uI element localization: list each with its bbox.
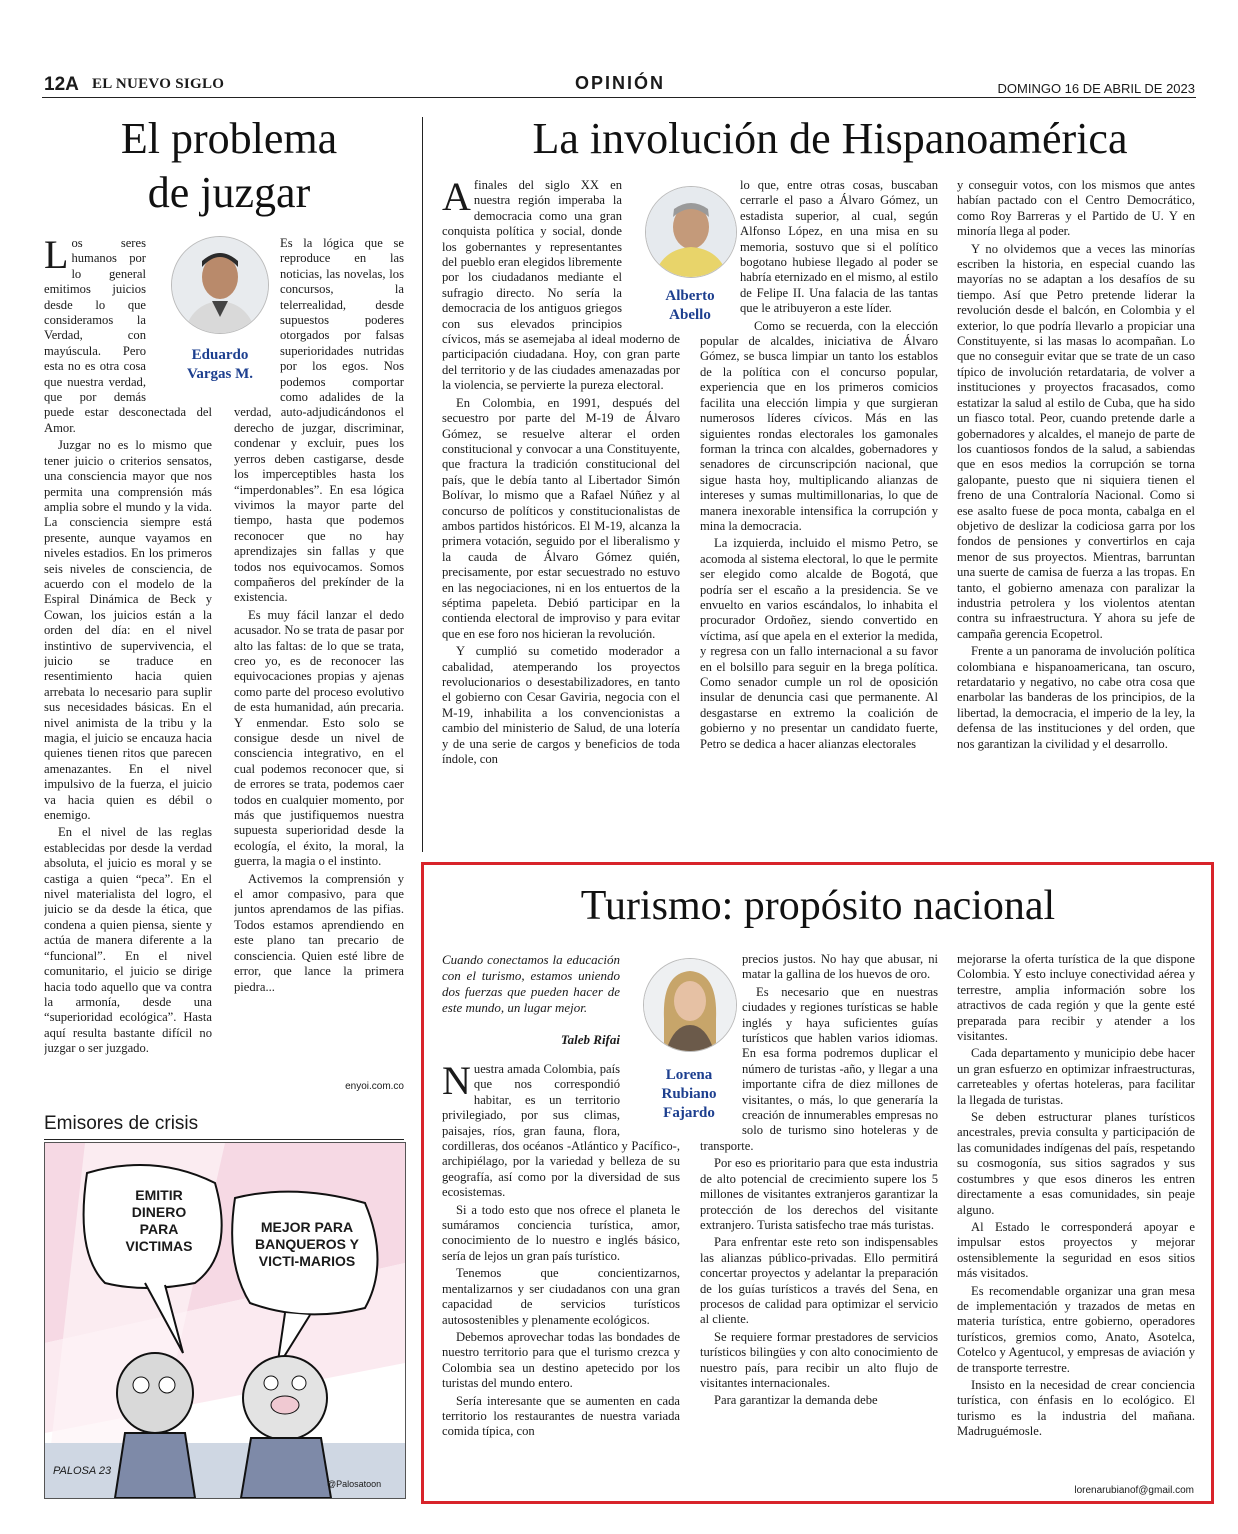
header-rule [42,97,1196,98]
paragraph: Se deben estructurar planes turísticos ancestrales, previa consulta y participación de las comunidades indígenas del país, respetando su cosmogonía, sus sitios sagrados y sus costumbres y que esos dineros les entren directamente a esas comunidades, sin peaje alguno. [957,1110,1195,1217]
paragraph: Sería interesante que se aumenten en cada territorio los restaurantes de nuestra variada comida típica, con [442,1393,680,1439]
cartoon-rule [44,1139,404,1140]
paragraph: lo que, entre otras cosas, buscaban cerrarle el paso a Álvaro Gómez, un estadista superior, al cual, según Alfonso López, en una misa en su memoria, sostuvo que si el político bogotano hubiese llegado al poder se habría eternizado en el mismo, al estilo de Felipe II. Una falacia de las tantas que le atribuyeron a este líder. [740,178,938,316]
paragraph: Cada departamento y municipio debe hacer un gran esfuerzo en optimizar infraestructuras, carreteables y ofertas hoteleras, para facilitar la llegada de turistas. [957,1046,1195,1107]
author-name-line: Rubiano [661,1086,717,1102]
article-title [44,112,414,220]
paragraph: Es la lógica que se reproduce en las noticias, las novelas, los concursos, la telerrealidad, desde supuestos poderes otorgados por falsas superioridades nutridas por los egos. Nos podemos comportar como adalides de la verdad, auto-adjudicándonos el derecho de juzgar, discriminar, condenar y excluir, pues los yerros deben castigarse, desde los imperceptibles hasta los “imperdonables”. En esa lógica vivimos la mayor parte del tiempo, hasta que podemos reconocer que no hay aprendizajes sin fallas y que todos nos equivocamos. Somos compañeros del prekínder de la existencia. [234,236,404,605]
paragraph: Y no olvidemos que a veces las minorías escriben la historia, en especial cuando las mayorías no se adaptan a los desafíos de su tiempo. Así que Petro pretende liderar la revolución desde el balcón, en Colombia y el exterior, lo que podría llevarlo a propiciar una Constituyente, si las masas lo acompañan. Lo que no conseguir evitar que se trate de un caso típico de involución retardataria, de volver a instituciones y proyectos fracasados, como estatizar la salud al estilo de Cuba, que ha sido un fiasco total. Peor, cuando pretende darle a gobernadores y alcaldes, el manejo de parte de los cuantiosos fondos de la salud, a sabiendas que en esos medios la corrupción se torna galopante, puesto que ni siquiera tienen el freno de una Contraloría Nacional. Como si ese asalto fuese de poca monta, cabalga en el objetivo de deslizar la codiciosa garra por los fondos de pensiones y convertirlos en caja menor de sus proyectos. Mientras, barruntan una suerte de camisa de fuerza a las tropas. En tanto, el gobierno amenaza con paralizar la industria petrolera y los violentos atentan contra su infraestructura. Y ahora su jefe de campaña gerencia Ecopetrol. [957,241,1195,641]
drop-cap: A [442,178,471,219]
cartoon-title: Emisores de crisis [44,1113,199,1134]
article-column [957,952,1195,1478]
page-number: 12A [44,74,79,95]
author-name-line: Alberto [665,288,715,304]
author-signature: enyoi.com.co [345,1081,404,1092]
paragraph: Juzgar no es lo mismo que tener juicio o criterios sensatos, una consciencia mayor que nos permita una comprensión más amplia sobre el mundo y la vida. La consciencia siempre está presente, aunque vayamos en niveles estadios. En los primeros seis niveles de consciencia, de acuerdo con el modelo de la Espiral Dinámica de Beck y Cowan, los juicios están a la orden del día: en el nivel instintivo de supervivencia, el juicio se traduce en resentimiento hacia quien arrebata lo necesario para suplir sus necesidades básicas. En el nivel animista de la tribu y la magia, el juicio se encauza hacia quienes tienen ritos que parecen amenazantes. En el nivel impulsivo de la fuerza, el juicio va hacia quien es débil o enemigo. [44,438,212,823]
author-signature: lorenarubianof@gmail.com [1074,1485,1194,1496]
paragraph: Para enfrentar este reto son indispensables las alianzas público-privadas. Ello permitirá concertar proyectos y adelantar la preparación de los guías turísticos a través del Sena, en procesos de calidad para optimizar el servicio al cliente. [700,1235,938,1327]
paragraph-text: os seres humanos por lo general emitimos juicios desde lo que consideramos la Verdad, con mayúscula. Pero esta no es otra cosa que nuestra verdad, que por demás puede estar desconectada del Amor. [44,236,212,435]
newspaper-name: EL NUEVO SIGLO [92,76,225,92]
photo-wrap-space [622,178,680,330]
paragraph: Si a todo esto que nos ofrece el planeta le sumáramos conciencia turística, amor, conocimiento de lo nuestro e inglés básico, sería de lejos un gran país turístico. [442,1202,680,1263]
author-name-line: Vargas M. [186,366,254,382]
drop-cap: N [442,1062,471,1103]
article-title: Turismo: propósito nacional [580,883,1056,929]
paragraph: Es recomendable organizar una gran mesa de implementación y trazados de metas en materia turística, entre gobierno, operadores turísticos, gremios como, Anato, Asotelca, Cotelco y Agentucol, y empresas de aviación y de transporte terrestre. [957,1283,1195,1375]
paragraph: Debemos aprovechar todas las bondades de nuestro territorio para que el turismo crezca y Colombia sea un destino apetecido por los turistas del mundo entero. [442,1329,680,1391]
photo-wrap-space [700,952,742,1130]
drop-cap: L [44,236,69,277]
paragraph: precios justos. No hay que abusar, ni matar la gallina de los huevos de oro. [742,952,938,982]
author-name-line: Eduardo [191,347,249,363]
paragraph: La izquierda, incluido el mismo Petro, se acomoda al sistema electoral, lo que le permite ser elegido como alcalde de Bogotá, que podría ser el escaño a la presidencia. Se ve envuelto en varios escándalos, lo inhabita el procurador Ordoñez, siendo convertido en víctima, así que apela en el exterior la medida, y regresa con un fallo internacional a su favor en el bolsillo para seguir en la brega política. Como senador cumple un rol de oposición insular de denuncia casi que permanente. Al desgastarse en extremo la coalición de gobierno y no presentar un candidato fuerte, Petro se dedica a hacer alianzas electorales [700,536,938,751]
article-column [957,178,1195,840]
title-line: de juzgar [147,168,311,217]
paragraph: Y cumplió su cometido moderador a cabalidad, atemperando los proyectos revolucionarios o desestabilizadores, en tanto el gobierno con Cesar Gaviria, negocia con el M-19, inhabilita a los convencionistas a cambio del ministerio de Salud, de una lotería y de una serie de cargos y beneficios de toda índole, con [442,644,680,767]
paragraph: y conseguir votos, con los mismos que antes habían pactado con el Centro Democrático, como Roy Barreras y el Partido de U. Y en minoría llega al poder. [957,178,1195,239]
photo-wrap-space [146,236,212,394]
author-name-line: Lorena [665,1067,713,1083]
photo-wrap-space [234,236,280,394]
title-line: El problema [120,114,338,163]
article-title: La involución de Hispanoamérica [532,114,1128,163]
paragraph: mejorarse la oferta turística de la que dispone Colombia. Y esto incluye conectividad aérea y terrestre, amplia información sobre los atractivos de cada región y que la gente esté preparada para recibir y atender a los visitantes. [957,952,1195,1044]
photo-wrap-space [620,1062,680,1128]
paragraph: Por eso es prioritario para que esta industria de alto potencial de crecimiento supere los 5 millones de visitantes extranjeros garantizar la protección de los derechos del visitante extranjero. Turista satisfecho trae más turistas. [700,1156,938,1232]
paragraph: Como se recuerda, con la elección popular de alcaldes, iniciativa de Álvaro Gómez, se busca limpiar un tanto los establos de la política con el concurso popular, experiencia que en los primeros comicios facilita una elección limpia y que surgieran numerosos líderes cívicos. Más en las siguientes rondas electorales los gamonales forman la trinca con alcaldes, gobernadores y senadores de circunscripción nacional, que sigue hasta hoy, multiplicando alianzas de intereses y sumas multimillonarias, lo que de manera inexorable intensifica la corrupción y mina la democracia. [700,318,938,533]
article-column [700,952,938,1482]
epigraph-author: Taleb Rifai [560,1032,620,1047]
epigraph-quote: Cuando conectamos la educación con el turismo, estamos uniendo dos fuerzas que pueden hacer de este mundo, un lugar mejor. [442,952,620,1015]
cartoon-credit: @Palosatoon [327,1479,382,1489]
paragraph: Insisto en la necesidad de crear conciencia turística, con énfasis en lo ecológico. El turismo es la industria del mañana. Madruguémosle. [957,1377,1195,1439]
article-column [700,178,938,840]
paragraph: Es muy fácil lanzar el dedo acusador. No se trata de pasar por alto las faltas: de lo que se trata, creo yo, es de reconocer las equivocaciones propias y ajenas como parte del proceso evolutivo de esta humanidad, aún precaria. Y enmendar. Esto solo se consigue desde un nivel de consciencia integrativo, en el cual podemos reconocer que, si de errores se trata, podemos caer todos en cualquier momento, por más que justifiquemos nuestra supuesta superioridad desde la ecología, el éxito, la moral, la guerra, la magia o el instinto. [234,607,404,869]
paragraph: Frente a un panorama de involución política colombiana e hispanoamericana, tan oscuro, retardatario y negativo, no cabe otra cosa que enarbolar las banderas de los principios, de la libertad, la democracia, el imperio de la ley, la defensa de las instituciones y del orden, que nos garantizan la civilidad y el desarrollo. [957,644,1195,751]
paragraph-text: finales del siglo XX en nuestra región imperaba la democracia como una gran conquista política y social, donde los gobernantes y representantes del pueblo eran elegidos libremente por los ciudadanos mediante el sufragio directo. No sería la democracia de los antiguos griegos con sus elevados principios cívicos, más se asemejaba al ideal moderno de participación ciudadana. Hoy, con gran parte del territorio y de las ciudades amenazadas por la violencia, se pervierte la pureza electoral. [442,178,680,393]
issue-date: DOMINGO 16 DE ABRIL DE 2023 [997,81,1195,96]
article-column [442,178,680,840]
section-title: OPINIÓN [574,73,665,93]
paragraph: Tenemos que concientizarnos, mentalizarnos y ser ciudadanos con una gran capacidad de servicios turísticos autosostenibles y plenamente ecológicos. [442,1266,680,1327]
cartoonist-signature: PALOSA 23 [53,1465,112,1477]
author-name-line: Abello [669,307,711,323]
author-name-line: Fajardo [663,1105,715,1121]
speech-bubble-right: MEJOR PARA BANQUEROS Y VICTI-MARIOS [255,1219,359,1269]
article-column [442,1062,680,1482]
paragraph: Es necesario que en nuestras ciudades y regiones turísticas se hable inglés y haya suficientes guías turísticos que hablen varios idiomas. En esa forma podremos duplicar el número de turistas -año, y llegar a una importante cifra de diez millones de visitantes, o más, lo que generaría la creación de innumerables empresas no solo de turismo sino hoteleras y de transporte. [700,984,938,1153]
paragraph: En el nivel de las reglas establecidas por desde la verdad absoluta, el juicio es moral y se castiga a quien “peca”. En el nivel materialista del logro, el juicio se da desde la ética, que condena a quien piensa, siente y actúa de manera diferente a la “funcional”. En el nivel comunitario, el juicio se dirige hacia todo aquello que va contra la armonía, desde una “superioridad ecológica”. Hasta aquí resulta bastante difícil no juzgar o ser juzgado. [44,825,212,1056]
article-column [44,236,212,1096]
paragraph-text: uestra amada Colombia, país que nos correspondió habitar, es un territorio privilegiado, por sus climas, paisajes, ríos, gran fauna, flora, cordilleras, dos océanos -Atlántico y Pacífico-, archipiélago, por la variedad y belleza de su geografía, así como por la diversidad de sus ecosistemas. [442,1062,680,1200]
paragraph: En Colombia, en 1991, después del secuestro por parte del M-19 de Álvaro Gómez, se resuelve alterar el orden constitucional y convocar a una Constituyente, que fractura la tradición constitucional del país, que le debía tanto al Libertador Simón Bolívar, lo mismo que a Rafael Núñez y al concurso de políticos y constitucionalistas de ambos partidos históricos. El M-19, alcanza la primera votación, seguido por el liberalismo y la cauda de Álvaro Gómez quién, precisamente, por estar secuestrado no estuvo en las negociaciones, ni en los entuertos de la séptima papeleta. Debió participar en la contienda electoral de improviso y para evitar que en ese foro nos hicieran la revolución. [442,395,680,641]
cartoon-image [44,1142,406,1499]
paragraph: Al Estado le corresponderá apoyar e impulsar estos proyectos y mejorar ostensiblemente la seguridad en esos sitios más visitados. [957,1219,1195,1281]
speech-bubble-left: EMITIR DINERO PARA VICTIMAS [125,1187,193,1254]
column-divider [422,117,423,852]
article-column [234,236,404,1076]
paragraph: Para garantizar la demanda debe [714,1393,878,1408]
paragraph: Activemos la comprensión y el amor compasivo, para que juntos aprendamos de las pifias. Todos estamos aprendiendo en este plano tan precario de consciencia. Quien esté libre de error, que lance la primera piedra... [234,871,404,994]
photo-wrap-space [700,178,740,330]
paragraph: Se requiere formar prestadores de servicios turísticos bilingües y con alto conocimiento de nuestro país, para recibir un alto flujo de visitantes internacionales. [700,1329,938,1390]
